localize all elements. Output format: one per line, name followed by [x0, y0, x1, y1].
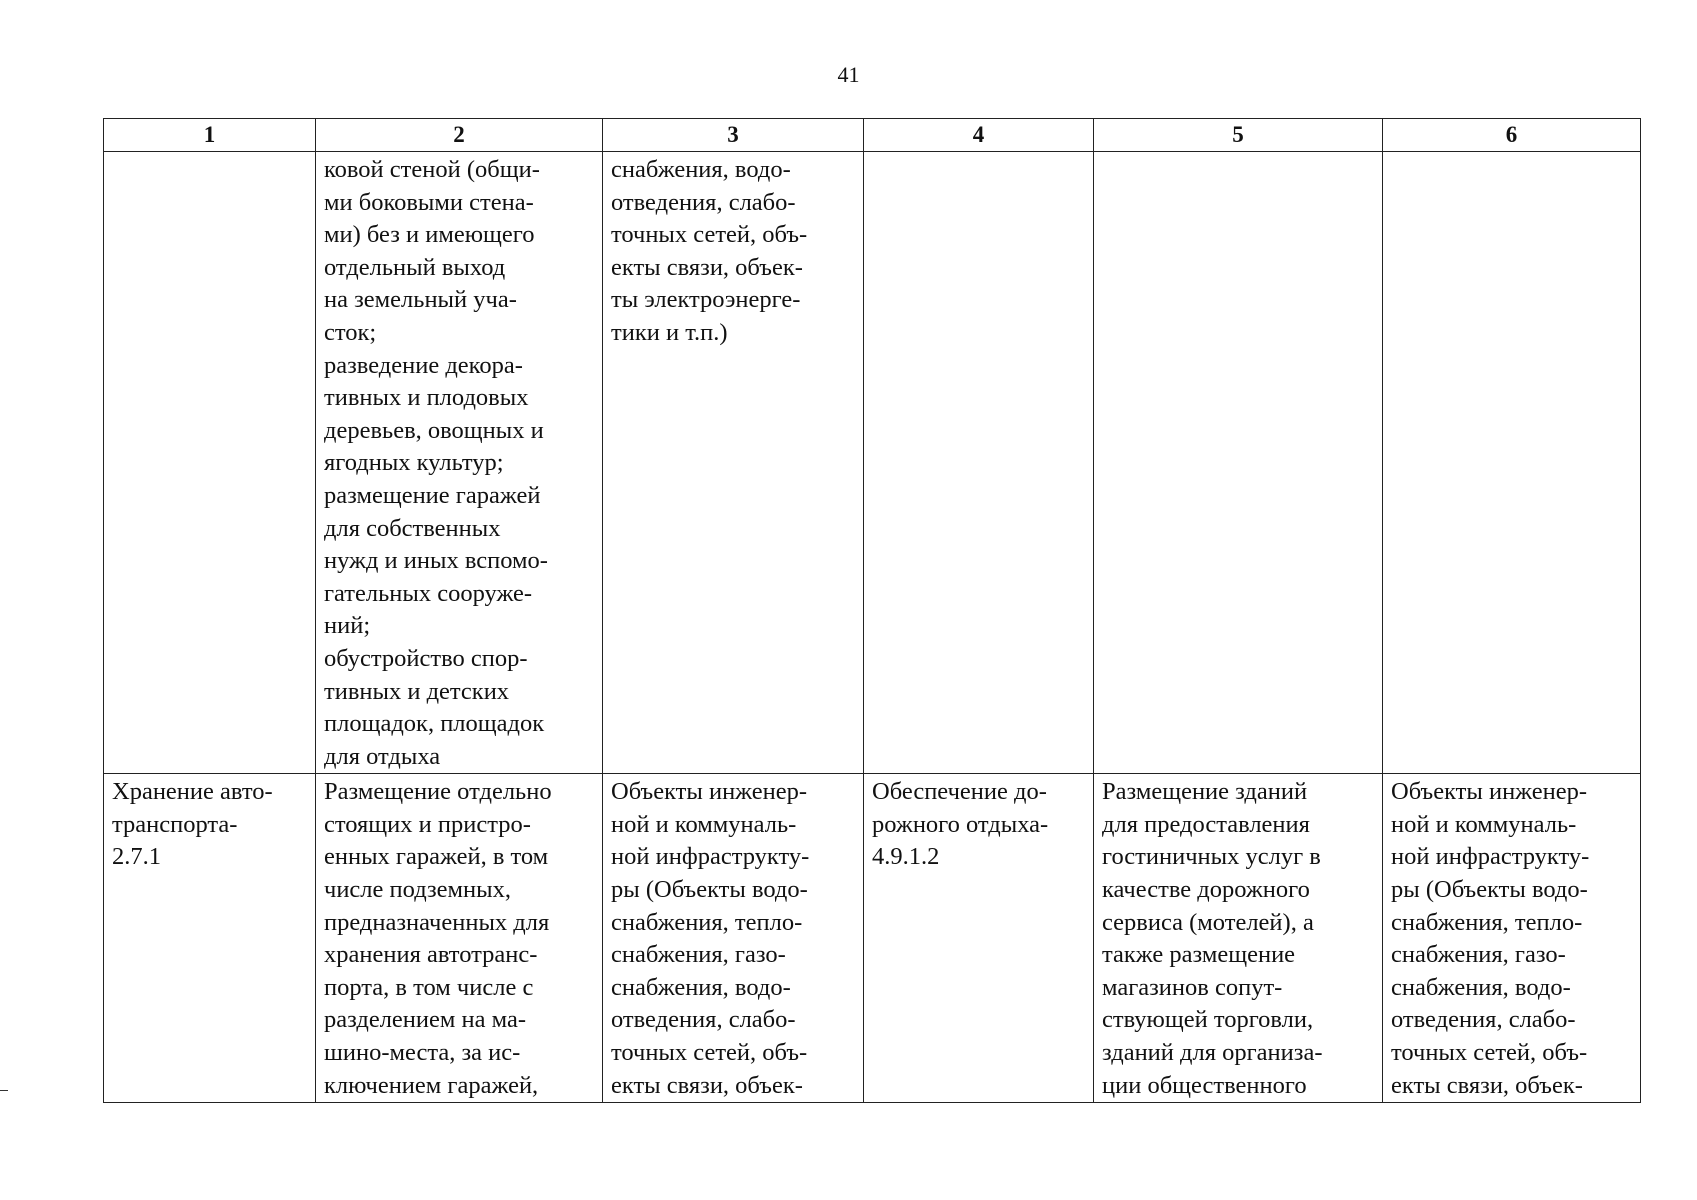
column-header-2: 2	[316, 119, 603, 152]
column-header-4: 4	[864, 119, 1094, 152]
table-cell: Объекты инженер- ной и коммуналь- ной инфраструкту- ры (Объекты водо- снабжения, тепло- снабжения, газо- снабжения, водо- отведения, слабо- точных сетей, объ- екты связи, объек-	[603, 774, 864, 1103]
column-header-5: 5	[1094, 119, 1383, 152]
page-number: 41	[837, 62, 860, 87]
zoning-table	[103, 118, 1641, 1103]
table-cell: Обеспечение до- рожного отдыха- 4.9.1.2	[864, 774, 1094, 1103]
table-cell: Размещение отдельно стоящих и пристро- енных гаражей, в том числе подземных, предназначенных для хранения автотранс- порта, в том числе с разделением на ма- шино-места, за ис- ключением гаражей,	[316, 774, 603, 1103]
table-cell: снабжения, водо- отведения, слабо- точных сетей, объ- екты связи, объек- ты электроэнерге- тики и т.п.)	[603, 152, 864, 774]
table-cell	[1383, 152, 1641, 774]
table-cell	[104, 152, 316, 774]
column-header-1: 1	[104, 119, 316, 152]
column-header-3: 3	[603, 119, 864, 152]
table-cell: Объекты инженер- ной и коммуналь- ной инфраструкту- ры (Объекты водо- снабжения, тепло- снабжения, газо- снабжения, водо- отведения, слабо- точных сетей, объ- екты связи, объек-	[1383, 774, 1641, 1103]
margin-mark	[0, 1090, 8, 1091]
table-row	[104, 152, 1641, 774]
table-cell	[864, 152, 1094, 774]
column-header-6: 6	[1383, 119, 1641, 152]
table-cell	[1094, 152, 1383, 774]
table-cell: Размещение зданий для предоставления гостиничных услуг в качестве дорожного сервиса (мотелей), а также размещение магазинов сопут- ствующей торговли, зданий для организа- ции общественного	[1094, 774, 1383, 1103]
table-cell: ковой стеной (общи- ми боковыми стена- ми) без и имеющего отдельный выход на земельный уча- сток; разведение декора- тивных и плодовых деревьев, овощных и ягодных культур; размещение гаражей для собственных нужд и иных вспомо- гательных сооруже- ний; обустройство спор- тивных и детских площадок, площадок для отдыха	[316, 152, 603, 774]
table-cell: Хранение авто- транспорта- 2.7.1	[104, 774, 316, 1103]
header-row	[104, 119, 1641, 152]
table-row	[104, 774, 1641, 1103]
